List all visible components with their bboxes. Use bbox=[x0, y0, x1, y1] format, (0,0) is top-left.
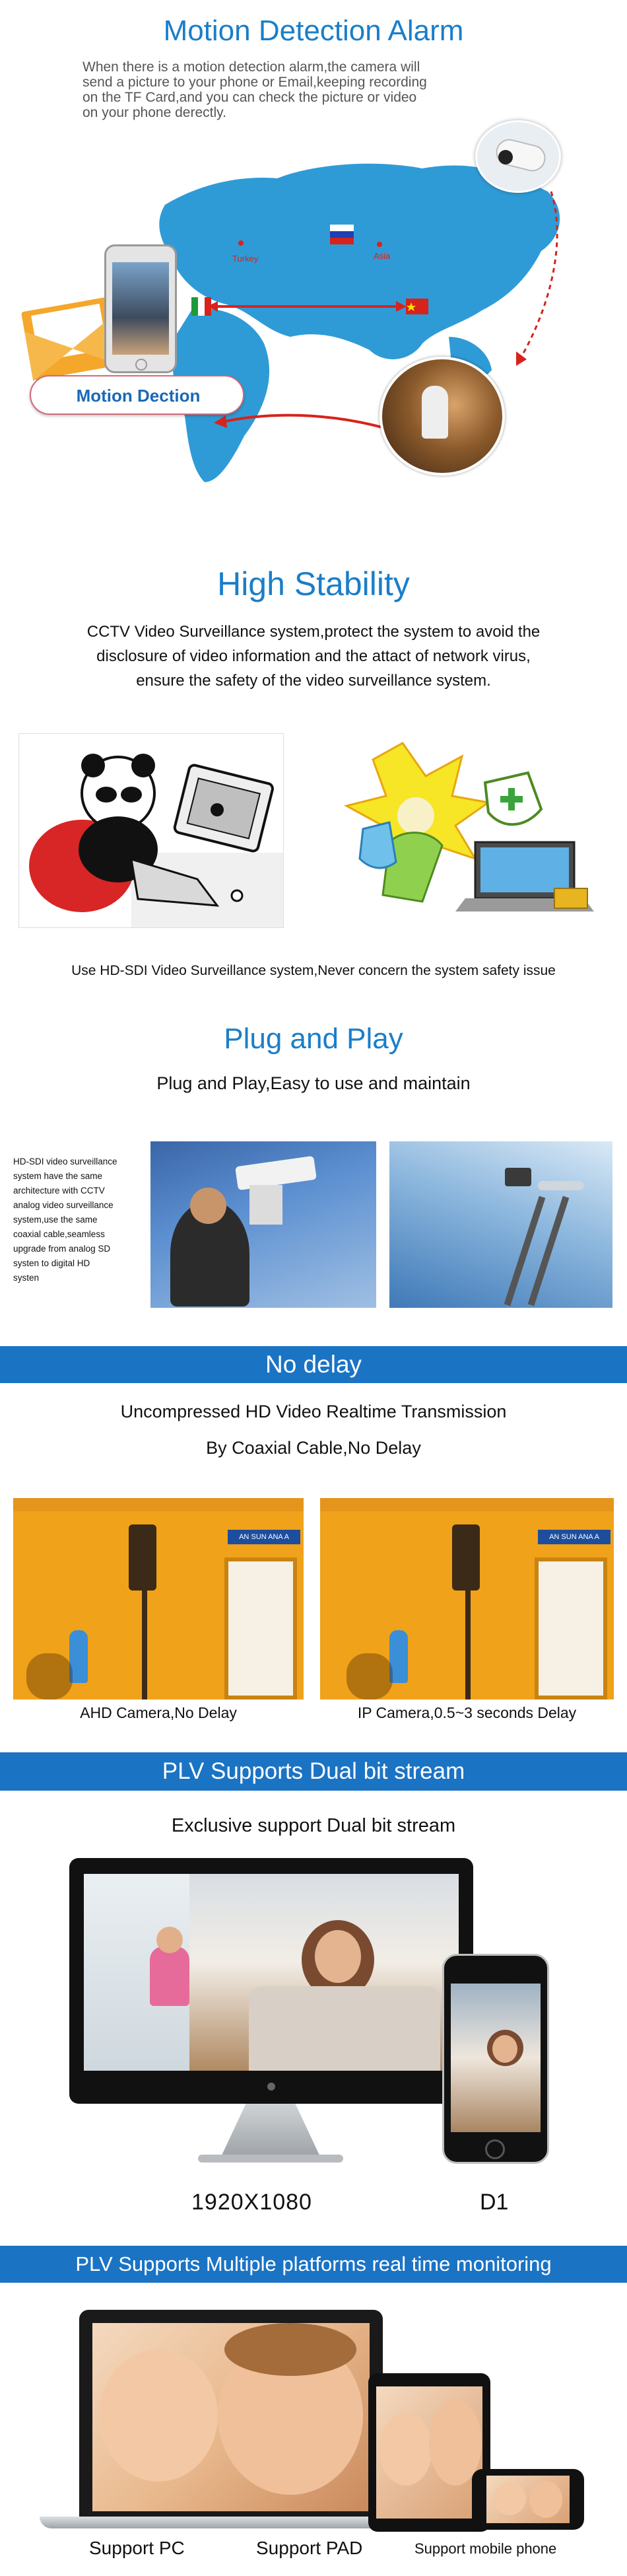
cctv-camera-icon bbox=[475, 120, 561, 193]
resolution-1080: 1920X1080 bbox=[191, 2190, 312, 2215]
plug-title: Plug and Play bbox=[224, 1022, 403, 1055]
ip-caption: IP Camera,0.5~3 seconds Delay bbox=[357, 1704, 577, 1721]
ip-camera-photo bbox=[320, 1498, 614, 1699]
plug-side-text bbox=[13, 1155, 148, 1285]
room-photo-circle bbox=[380, 357, 505, 476]
stability-desc-line: disclosure of video information and the attact of network virus, bbox=[96, 647, 531, 665]
motion-description bbox=[82, 59, 558, 120]
stability-title: High Stability bbox=[217, 565, 410, 602]
ahd-camera-photo bbox=[13, 1498, 304, 1699]
smartphone-icon bbox=[104, 244, 177, 373]
plug-side-line: systen to digital HD bbox=[13, 1258, 90, 1268]
stability-caption: Use HD-SDI Video Surveillance system,Never concern the system safety issue bbox=[71, 963, 556, 978]
phone-screen bbox=[451, 1984, 541, 2132]
stability-desc-line: ensure the safety of the video surveillance system. bbox=[136, 672, 491, 690]
plug-side-line: analog video surveillance bbox=[13, 1200, 114, 1210]
plug-side-line: architecture with CCTV bbox=[13, 1186, 105, 1196]
multi-band-title: PLV Supports Multiple platforms real time monitoring bbox=[75, 2252, 552, 2275]
nodelay-band-title: No delay bbox=[265, 1351, 362, 1378]
dual-band bbox=[0, 1752, 627, 1791]
plug-side-line: coaxial cable,seamless bbox=[13, 1229, 105, 1239]
multi-band bbox=[0, 2246, 627, 2283]
tablet-screen bbox=[376, 2386, 482, 2519]
ahd-caption: AHD Camera,No Delay bbox=[80, 1704, 237, 1721]
label-support-pc: Support PC bbox=[89, 2538, 185, 2558]
installer-camera-photo bbox=[150, 1141, 376, 1308]
nodelay-band bbox=[0, 1346, 627, 1383]
motion-title: Motion Detection Alarm bbox=[163, 15, 464, 47]
flag-russia bbox=[330, 225, 354, 231]
plug-side-line: system have the same bbox=[13, 1171, 103, 1181]
nodelay-line2: By Coaxial Cable,No Delay bbox=[206, 1438, 421, 1458]
street-sign bbox=[538, 1530, 610, 1544]
shield-defense-illustration bbox=[310, 730, 601, 928]
mobile-phone bbox=[442, 1954, 549, 2164]
street-sign-text: AN SUN ANA A bbox=[239, 1533, 289, 1541]
motion-detection-badge bbox=[30, 375, 244, 415]
panda-hacker-illustration bbox=[18, 733, 284, 928]
motion-desc-line: send a picture to your phone or Email,keeping recording bbox=[82, 75, 427, 90]
resolution-d1: D1 bbox=[480, 2190, 509, 2215]
plug-side-line: system,use the same bbox=[13, 1215, 98, 1225]
laptop-device bbox=[79, 2310, 383, 2520]
desktop-monitor bbox=[69, 1858, 473, 2104]
mobile-device bbox=[472, 2469, 584, 2530]
dual-band-title: PLV Supports Dual bit stream bbox=[162, 1758, 465, 1784]
monitor-screen bbox=[84, 1874, 459, 2071]
motion-desc-line: on your phone derectly. bbox=[82, 105, 226, 120]
stability-desc-line: CCTV Video Surveillance system,protect the system to avoid the bbox=[86, 623, 541, 641]
nodelay-line1: Uncompressed HD Video Realtime Transmission bbox=[120, 1402, 507, 1421]
flag-italy bbox=[191, 297, 198, 316]
mobile-screen bbox=[486, 2476, 570, 2523]
motion-desc-line: on the TF Card,and you can check the picture or video bbox=[82, 90, 417, 105]
laptop-screen bbox=[92, 2323, 370, 2511]
motion-desc-line: When there is a motion detection alarm,the camera will bbox=[82, 59, 420, 75]
dual-subtitle: Exclusive support Dual bit stream bbox=[171, 1815, 456, 1836]
plug-side-line: HD-SDI video surveillance bbox=[13, 1157, 117, 1166]
label-support-phone: Support mobile phone bbox=[414, 2540, 557, 2557]
plug-side-line: systen bbox=[13, 1273, 40, 1283]
city-label-turkey: Turkey bbox=[232, 254, 259, 264]
label-support-pad: Support PAD bbox=[256, 2538, 363, 2558]
plug-subtitle: Plug and Play,Easy to use and maintain bbox=[156, 1073, 471, 1093]
stability-description bbox=[0, 620, 627, 693]
plug-side-line: upgrade from analog SD bbox=[13, 1244, 111, 1254]
monitor-stand bbox=[221, 2104, 320, 2157]
street-sign-text: AN SUN ANA A bbox=[549, 1533, 599, 1541]
city-label-asia: Asia bbox=[374, 251, 391, 261]
ladder-pole-photo bbox=[389, 1141, 612, 1308]
street-sign bbox=[228, 1530, 300, 1544]
motion-badge-label: Motion Dection bbox=[76, 386, 201, 406]
